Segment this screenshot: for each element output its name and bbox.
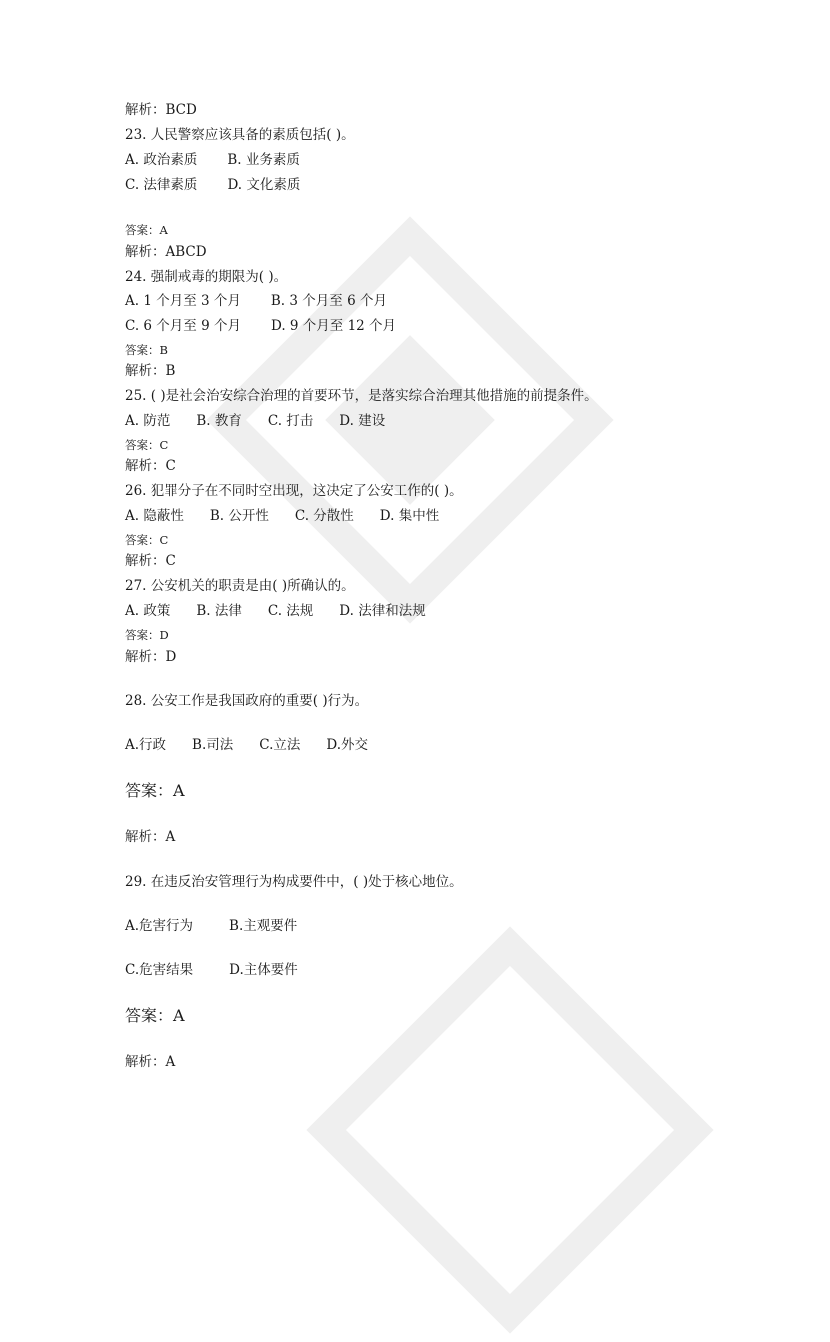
- option-d: D. 9 个月至 12 个月: [270, 318, 397, 334]
- option-c: C.危害结果: [125, 962, 194, 978]
- analysis-line: 解析：B: [125, 363, 176, 379]
- option-a: A. 政治素质: [125, 152, 198, 168]
- option-d: D.外交: [326, 737, 369, 753]
- answer-line: 答案：C: [125, 438, 169, 452]
- analysis-line: 解析：C: [125, 458, 176, 474]
- option-b: B.主观要件: [229, 918, 298, 934]
- option-b: B. 教育: [196, 413, 242, 429]
- option-c: C.立法: [259, 737, 301, 753]
- analysis-line: 解析：A: [125, 1054, 176, 1070]
- option-row: [125, 736, 368, 754]
- option-row: [125, 507, 439, 525]
- option-d: D. 集中性: [379, 508, 440, 524]
- option-a: A. 政策: [125, 603, 171, 619]
- answer-line: 答案：A: [125, 1006, 185, 1025]
- analysis-line: 解析：C: [125, 553, 176, 569]
- option-a: A. 隐蔽性: [125, 508, 184, 524]
- option-d: D. 法律和法规: [339, 603, 426, 619]
- option-row: [125, 412, 385, 430]
- answer-line: 答案：A: [125, 223, 168, 237]
- option-c: C. 分散性: [294, 508, 354, 524]
- option-b: B. 公开性: [209, 508, 269, 524]
- watermark-icon: [298, 918, 722, 1342]
- option-b: B. 业务素质: [227, 152, 300, 168]
- option-a: A. 1 个月至 3 个月: [125, 293, 241, 309]
- question-28: 28. 公安工作是我国政府的重要( )行为。: [125, 693, 369, 709]
- option-row: [125, 176, 300, 194]
- question-29: 29. 在违反治安管理行为构成要件中，( )处于核心地位。: [125, 874, 463, 890]
- option-d: D.主体要件: [229, 962, 298, 978]
- option-a: A.危害行为: [125, 918, 194, 934]
- option-c: C. 6 个月至 9 个月: [125, 318, 241, 334]
- option-row: [125, 317, 396, 335]
- question-23: 23. 人民警察应该具备的素质包括( )。: [125, 127, 355, 143]
- option-row: [125, 151, 300, 169]
- answer-line: 答案：D: [125, 628, 169, 642]
- option-d: D. 文化素质: [227, 177, 301, 193]
- option-c: C. 法律素质: [125, 177, 198, 193]
- option-row: [125, 292, 387, 310]
- analysis-line: 解析：D: [125, 649, 177, 665]
- option-row: [125, 917, 297, 935]
- option-row: [125, 602, 426, 620]
- answer-line: 答案：A: [125, 781, 185, 800]
- analysis-line: 解析：ABCD: [125, 244, 207, 260]
- option-b: B.司法: [192, 737, 234, 753]
- answer-line: 答案：B: [125, 343, 168, 357]
- question-27: 27. 公安机关的职责是由( )所确认的。: [125, 578, 355, 594]
- question-25: 25. ( )是社会治安综合治理的首要环节，是落实综合治理其他措施的前提条件。: [125, 388, 598, 404]
- option-b: B. 法律: [196, 603, 242, 619]
- option-b: B. 3 个月至 6 个月: [270, 293, 387, 309]
- option-a: A.行政: [125, 737, 167, 753]
- option-row: [125, 961, 298, 979]
- question-26: 26. 犯罪分子在不同时空出现，这决定了公安工作的( )。: [125, 483, 463, 499]
- question-24: 24. 强制戒毒的期限为( )。: [125, 269, 288, 285]
- analysis-line: 解析：BCD: [125, 102, 197, 118]
- option-d: D. 建设: [339, 413, 386, 429]
- analysis-line: 解析：A: [125, 829, 176, 845]
- option-c: C. 法规: [267, 603, 314, 619]
- option-c: C. 打击: [267, 413, 314, 429]
- option-a: A. 防范: [125, 413, 171, 429]
- answer-line: 答案：C: [125, 533, 169, 547]
